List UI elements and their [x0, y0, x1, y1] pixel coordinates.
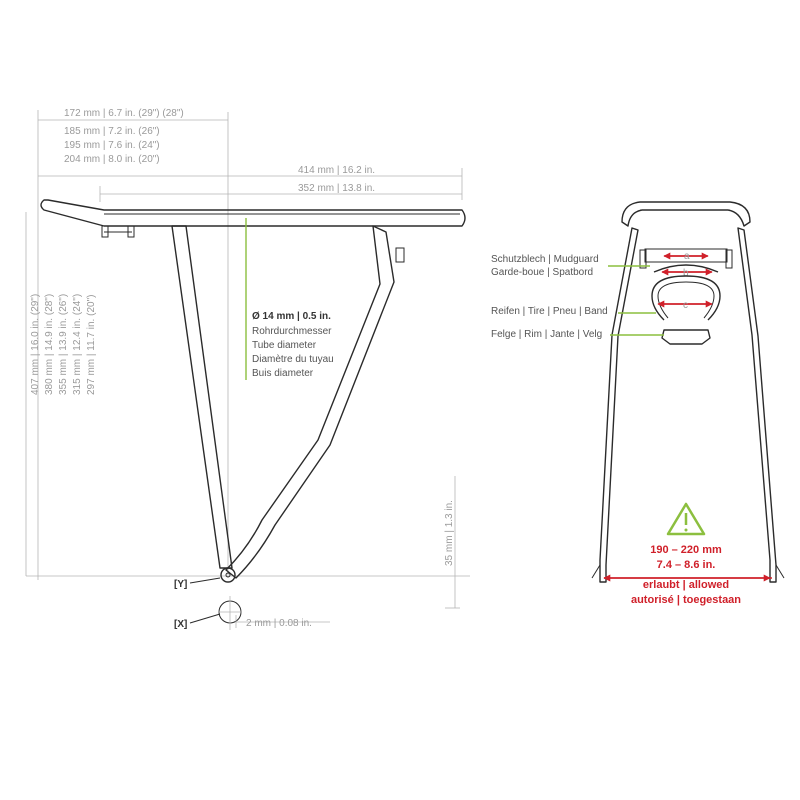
tube-diameter-callout — [252, 311, 334, 379]
marker-x: [X] — [174, 619, 188, 630]
tube-label-fr: Diamètre du tuyau — [252, 354, 334, 365]
rack-platform — [41, 200, 465, 237]
rack-rear-strut — [226, 226, 404, 578]
tire-label: Reifen | Tire | Pneu | Band — [491, 306, 608, 317]
rim-label: Felge | Rim | Jante | Velg — [491, 329, 603, 340]
dim-height-407: 407 mm | 16.0 in. (29") — [30, 293, 41, 395]
tube-label-en: Tube diameter — [252, 340, 317, 351]
dim-height-380: 380 mm | 14.9 in. (28") — [44, 293, 55, 395]
tube-label-nl: Buis diameter — [252, 368, 314, 379]
side-view — [26, 108, 470, 630]
dim-width-185: 185 mm | 7.2 in. (26") — [64, 126, 160, 137]
allowed-line2: autorisé | toegestaan — [630, 594, 742, 606]
height-dimension-labels — [30, 294, 97, 395]
dim-height-297: 297 mm | 11.7 in. (20") — [86, 294, 97, 395]
dim-width-204: 204 mm | 8.0 in. (20") — [64, 154, 160, 165]
warning-triangle-icon — [668, 504, 704, 534]
front-platform — [622, 202, 750, 226]
front-view — [491, 202, 784, 606]
tube-label-de: Rohrdurchmesser — [252, 326, 332, 337]
mudguard-label-line2: Garde-boue | Spatbord — [491, 267, 594, 278]
width-range-mm: 190 – 220 mm — [650, 544, 722, 556]
dim-length-platform: 352 mm | 13.8 in. — [298, 183, 376, 194]
tube-diameter-value: Ø 14 mm | 0.5 in. — [252, 311, 331, 322]
tire-rim — [652, 276, 720, 344]
measure-b: b — [683, 268, 689, 279]
measure-c: c — [683, 300, 688, 311]
mudguard-label-line1: Schutzblech | Mudguard — [491, 254, 599, 265]
dim-length-total: 414 mm | 16.2 in. — [298, 165, 376, 176]
marker-y: [Y] — [174, 579, 188, 590]
dim-height-355: 355 mm | 13.9 in. (26") — [58, 293, 69, 395]
allowed-line1: erlaubt | allowed — [642, 579, 730, 591]
dim-width-172: 172 mm | 6.7 in. (29") (28") — [64, 108, 184, 119]
rack-front-strut — [172, 226, 232, 568]
measure-a: a — [684, 251, 690, 262]
dim-height-315: 315 mm | 12.4 in. (24") — [72, 293, 83, 395]
top-dimension-lines — [38, 110, 462, 580]
dim-axle-offset: 2 mm | 0.08 in. — [246, 618, 312, 629]
dim-width-195: 195 mm | 7.6 in. (24") — [64, 140, 160, 151]
width-range-in: 7.4 – 8.6 in. — [656, 559, 716, 571]
dim-axle-height: 35 mm | 1.3 in. — [444, 500, 455, 566]
height-dimension-lines — [26, 212, 470, 608]
